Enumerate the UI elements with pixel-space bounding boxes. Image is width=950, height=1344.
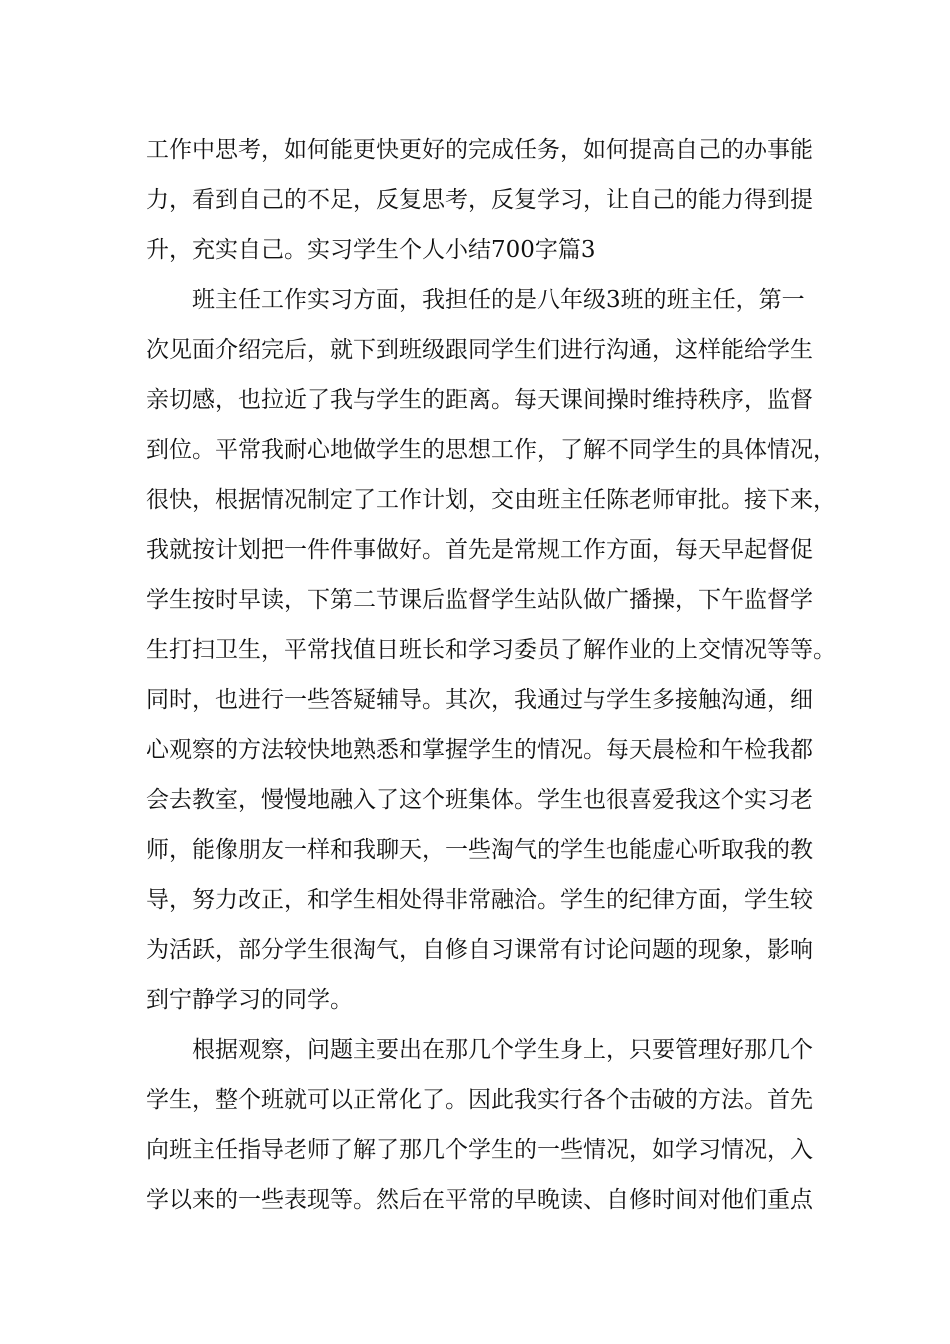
paragraph-1-line-2: 力，看到自己的不足，反复思考，反复学习，让自己的能力得到提 — [146, 187, 813, 213]
paragraph-1-line-1: 工作中思考，如何能更快更好的完成任务，如何提高自己的办事能 — [146, 137, 813, 163]
paragraph-1-line-3: 升，充实自己。实习学生个人小结700字篇3 — [146, 237, 596, 263]
paragraph-2-line-15: 到宁静学习的同学。 — [146, 987, 353, 1013]
paragraph-2-line-9: 同时，也进行一些答疑辅导。其次，我通过与学生多接触沟通，细 — [146, 687, 813, 713]
paragraph-3-line-2: 学生，整个班就可以正常化了。因此我实行各个击破的方法。首先 — [146, 1087, 813, 1113]
paragraph-2-line-2: 次见面介绍完后，就下到班级跟同学生们进行沟通，这样能给学生 — [146, 337, 813, 363]
paragraph-2-line-11: 会去教室，慢慢地融入了这个班集体。学生也很喜爱我这个实习老 — [146, 787, 813, 813]
paragraph-3-line-1: 根据观察，问题主要出在那几个学生身上，只要管理好那几个 — [192, 1037, 813, 1063]
paragraph-2-line-1: 班主任工作实习方面，我担任的是八年级3班的班主任，第一 — [192, 287, 805, 313]
paragraph-2-line-10: 心观察的方法较快地熟悉和掌握学生的情况。每天晨检和午检我都 — [146, 737, 813, 763]
paragraph-2-line-13: 导，努力改正，和学生相处得非常融洽。学生的纪律方面，学生较 — [146, 887, 813, 913]
paragraph-2-line-12: 师，能像朋友一样和我聊天，一些淘气的学生也能虚心听取我的教 — [146, 837, 813, 863]
paragraph-2-line-5: 很快，根据情况制定了工作计划，交由班主任陈老师审批。接下来， — [146, 487, 836, 513]
paragraph-3-line-3: 向班主任指导老师了解了那几个学生的一些情况，如学习情况，入 — [146, 1137, 813, 1163]
paragraph-2-line-4: 到位。平常我耐心地做学生的思想工作，了解不同学生的具体情况， — [146, 437, 836, 463]
paragraph-2-line-8: 生打扫卫生，平常找值日班长和学习委员了解作业的上交情况等等。 — [146, 637, 836, 663]
paragraph-3-line-4: 学以来的一些表现等。然后在平常的早晚读、自修时间对他们重点 — [146, 1187, 813, 1213]
paragraph-2-line-7: 学生按时早读，下第二节课后监督学生站队做广播操，下午监督学 — [146, 587, 813, 613]
paragraph-2-line-14: 为活跃，部分学生很淘气，自修自习课常有讨论问题的现象，影响 — [146, 937, 813, 963]
document-body — [146, 0, 836, 1344]
paragraph-2-line-3: 亲切感，也拉近了我与学生的距离。每天课间操时维持秩序，监督 — [146, 387, 813, 413]
paragraph-2-line-6: 我就按计划把一件件事做好。首先是常规工作方面，每天早起督促 — [146, 537, 813, 563]
